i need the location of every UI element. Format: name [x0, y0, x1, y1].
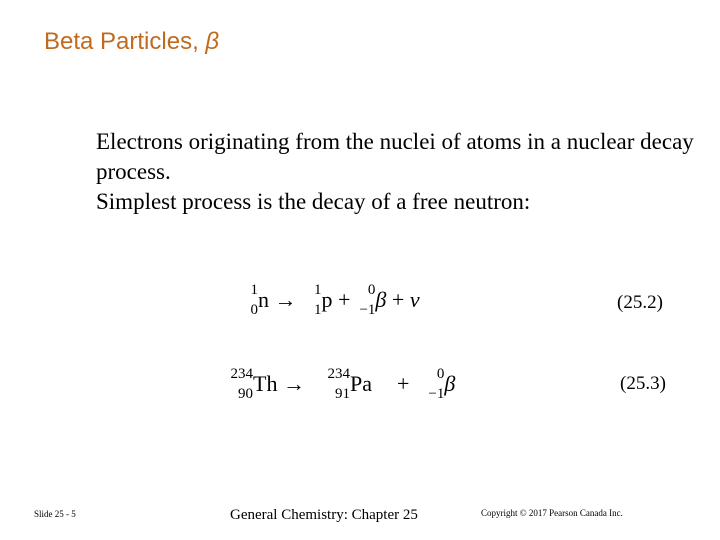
- antineutrino-symbol: ν: [409, 287, 420, 312]
- nuclide-beta: [428, 366, 456, 402]
- slide-title: [44, 28, 219, 56]
- plus-sign: +: [396, 371, 410, 396]
- reaction-arrow: →: [274, 287, 297, 312]
- nuclide-beta: [359, 282, 387, 318]
- equation-number: (25.3): [620, 373, 666, 394]
- equation-thorium-decay: [230, 366, 456, 402]
- thorium-mass-number: 234: [230, 366, 253, 382]
- nuclide-proton: [314, 282, 333, 318]
- beta-mass-number: 0: [436, 366, 445, 382]
- slide-number: Slide 25 - 5: [34, 509, 76, 519]
- slide-title-beta-symbol: β: [205, 28, 220, 55]
- footer-copyright: Copyright © 2017 Pearson Canada Inc.: [481, 508, 623, 518]
- thorium-symbol: Th: [253, 371, 278, 396]
- neutron-atomic-number: 0: [250, 302, 258, 318]
- nuclide-neutron: [250, 282, 269, 318]
- beta-atomic-number: −1: [428, 386, 445, 402]
- protactinium-mass-number: 234: [327, 366, 350, 382]
- reaction-arrow: →: [282, 371, 305, 396]
- slide-body: [96, 127, 696, 217]
- plus-sign: +: [338, 287, 351, 312]
- proton-atomic-number: 1: [314, 302, 322, 318]
- slide-title-text: Beta Particles,: [44, 28, 199, 55]
- beta-symbol: β: [375, 287, 387, 312]
- nuclide-thorium: [230, 366, 278, 402]
- beta-symbol: β: [444, 371, 456, 396]
- neutron-symbol: n: [258, 287, 269, 312]
- equation-neutron-decay: [250, 282, 420, 318]
- plus-sign: +: [391, 287, 405, 312]
- protactinium-atomic-number: 91: [334, 386, 350, 402]
- thorium-atomic-number: 90: [238, 386, 253, 402]
- proton-symbol: p: [321, 287, 333, 312]
- body-paragraph-definition: Electrons originating from the nuclei of atoms in a nuclear decay process.: [96, 129, 694, 184]
- nuclide-protactinium: [327, 366, 372, 402]
- protactinium-symbol: Pa: [349, 371, 372, 396]
- beta-mass-number: 0: [367, 282, 376, 298]
- equation-number: (25.2): [617, 292, 663, 313]
- neutron-mass-number: 1: [250, 282, 258, 298]
- beta-atomic-number: −1: [359, 302, 376, 318]
- footer-chapter: General Chemistry: Chapter 25: [230, 507, 418, 523]
- proton-mass-number: 1: [314, 282, 322, 298]
- body-paragraph-neutron-decay: Simplest process is the decay of a free neutron:: [96, 189, 531, 214]
